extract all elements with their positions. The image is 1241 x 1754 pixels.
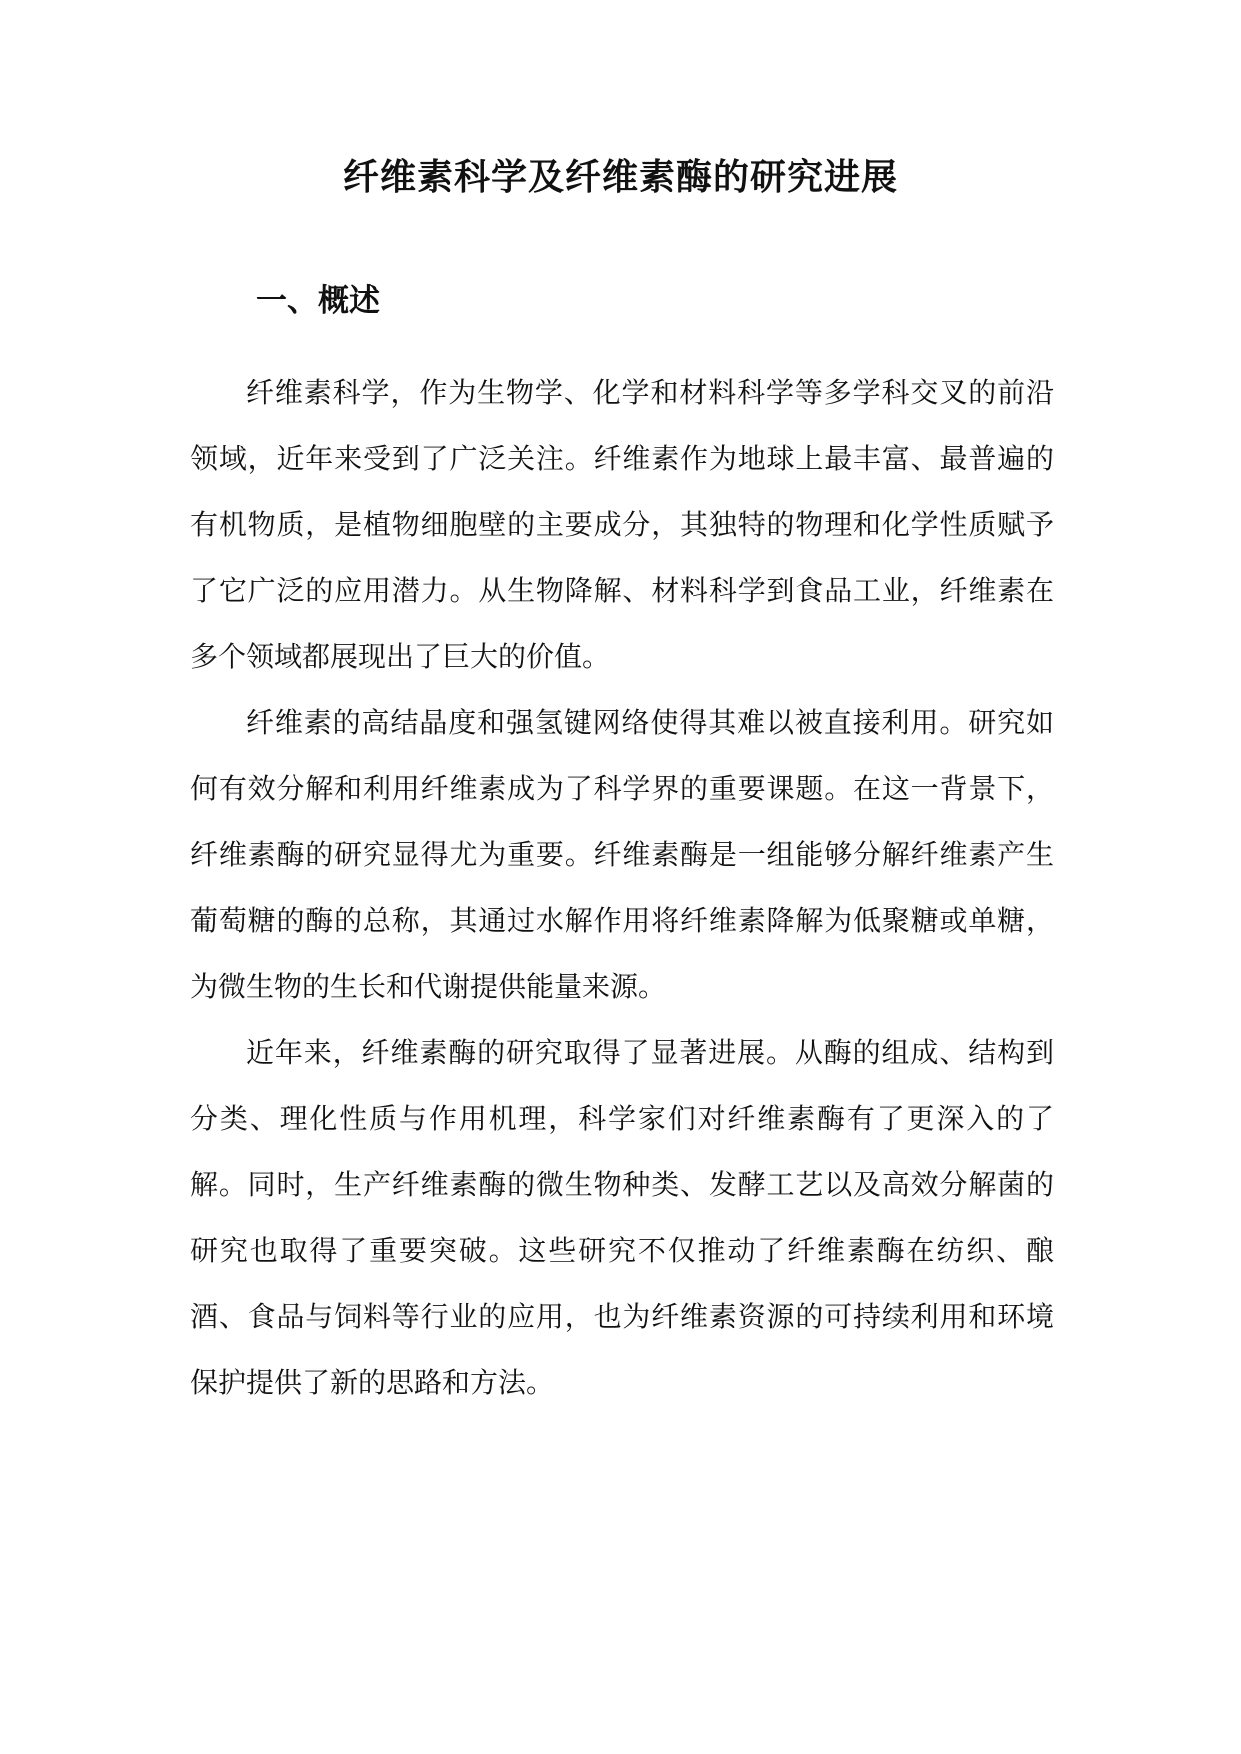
paragraph-2: 纤维素的高结晶度和强氢键网络使得其难以被直接利用。研究如何有效分解和利用纤维素成为了科学界的重要课题。在这一背景下，纤维素酶的研究显得尤为重要。纤维素酶是一组能够分解纤维素产生葡萄糖的酶的总称，其通过水解作用将纤维素降解为低聚糖或单糖，为微生物的生长和代谢提供能量来源。 [190, 706, 1054, 1003]
section-heading-overview: 一、概述 [256, 283, 380, 319]
section-body [190, 360, 1054, 1416]
paragraph-3: 近年来，纤维素酶的研究取得了显著进展。从酶的组成、结构到分类、理化性质与作用机理，科学家们对纤维素酶有了更深入的了解。同时，生产纤维素酶的微生物种类、发酵工艺以及高效分解菌的研究也取得了重要突破。这些研究不仅推动了纤维素酶在纺织、酿酒、食品与饲料等行业的应用，也为纤维素资源的可持续利用和环境保护提供了新的思路和方法。 [190, 1036, 1054, 1399]
paragraph-1: 纤维素科学，作为生物学、化学和材料科学等多学科交叉的前沿领域，近年来受到了广泛关注。纤维素作为地球上最丰富、最普遍的有机物质，是植物细胞壁的主要成分，其独特的物理和化学性质赋予了它广泛的应用潜力。从生物降解、材料科学到食品工业，纤维素在多个领域都展现出了巨大的价值。 [190, 376, 1054, 673]
document-title: 纤维素科学及纤维素酶的研究进展 [342, 157, 898, 198]
